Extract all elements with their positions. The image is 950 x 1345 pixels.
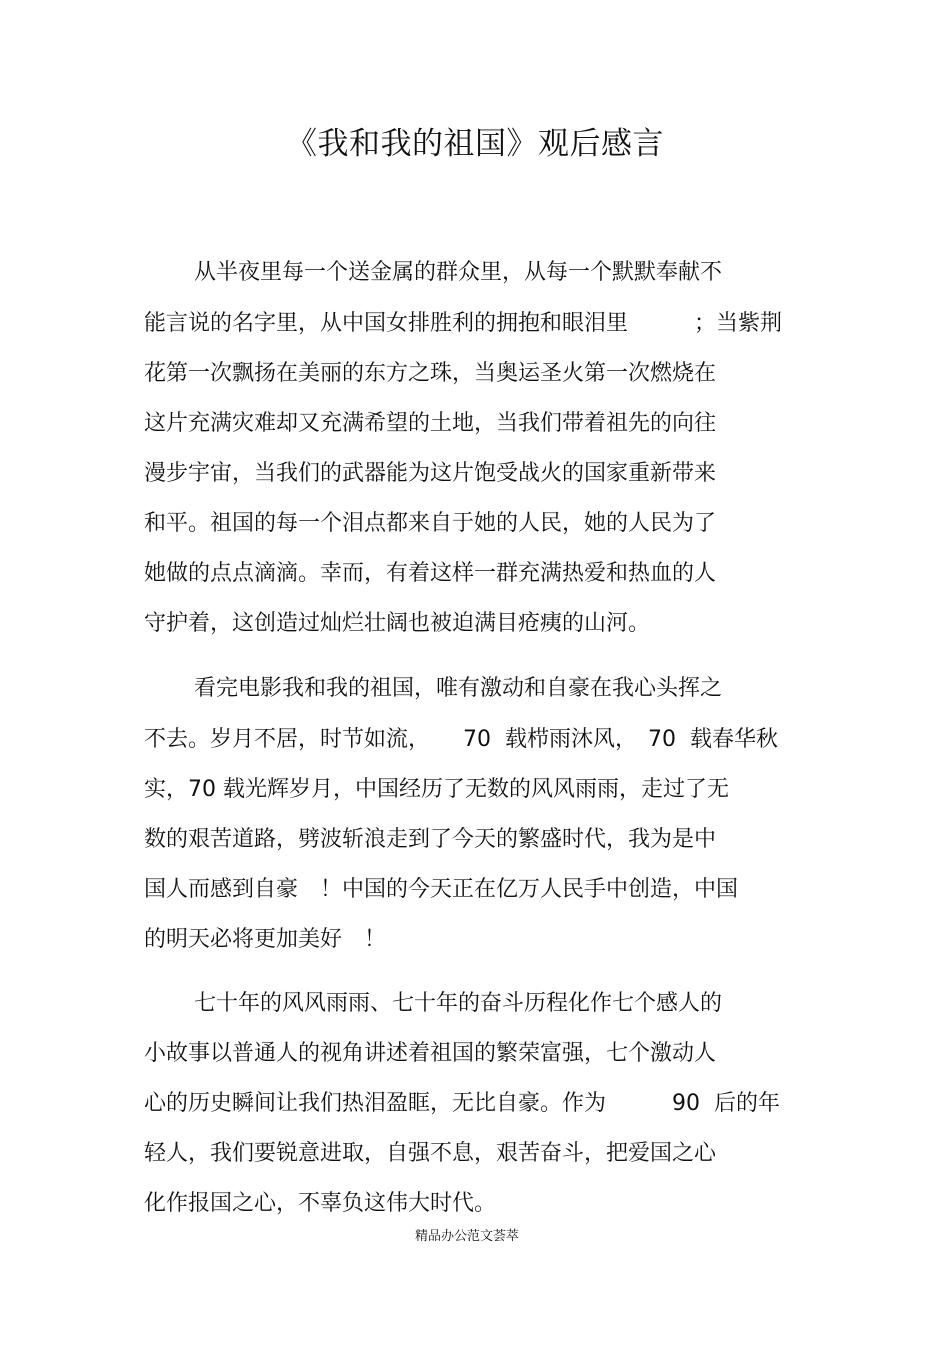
paragraph-3-line-2: 小故事以普通人的视角讲述着祖国的繁荣富强，七个激动人 [144, 1041, 717, 1066]
document-title: 《我和我的祖国》观后感言 [286, 126, 664, 162]
paragraph-1-line-8: 守护着，这创造过灿烂壮阔也被迫满目疮痍的山河。 [144, 611, 651, 636]
paragraph-3-line-4: 轻人，我们要锐意进取，自强不息，艰苦奋斗，把爱国之心 [144, 1141, 717, 1166]
paragraph-3-line-1: 七十年的风风雨雨、七十年的奋斗历程化作七个感人的 [194, 991, 723, 1016]
paragraph-1-line-4: 这片充满灾难却又充满希望的土地，当我们带着祖先的向往 [144, 411, 717, 436]
paragraph-1-line-1: 从半夜里每一个送金属的群众里，从每一个默默奉献不 [194, 260, 723, 285]
paragraph-2-line-4: 数的艰苦道路，劈波斩浪走到了今天的繁盛时代，我为是中 [144, 827, 717, 852]
paragraph-1-line-6: 和平。祖国的每一个泪点都来自于她的人民，她的人民为了 [144, 511, 717, 536]
paragraph-1-line-3: 花第一次飘扬在美丽的东方之珠，当奥运圣火第一次燃烧在 [144, 361, 717, 386]
paragraph-1-line-7: 她做的点点滴滴。幸而，有着这样一群充满热爱和热血的人 [144, 561, 717, 586]
paragraph-3-line-5: 化作报国之心，不辜负这伟大时代。 [144, 1191, 497, 1216]
paragraph-1-line-5: 漫步宇宙，当我们的武器能为这片饱受战火的国家重新带来 [144, 461, 717, 486]
page-footer: 精品办公范文荟萃 [414, 1229, 519, 1244]
paragraph-2-line-2: 不去。岁月不居，时节如流， 70 载栉雨沐风， 70 载春华秋 [144, 727, 778, 752]
paragraph-2-line-3: 实，70 载光辉岁月，中国经历了无数的风风雨雨，走过了无 [144, 777, 729, 802]
paragraph-3-line-3: 心的历史瞬间让我们热泪盈眶，无比自豪。作为 90 后的年 [144, 1091, 780, 1116]
paragraph-2-line-1: 看完电影我和我的祖国，唯有激动和自豪在我心头挥之 [194, 676, 723, 701]
paragraph-2-line-5: 国人而感到自豪 ！中国的今天正在亿万人民手中创造，中国 [144, 877, 739, 902]
paragraph-2-line-6: 的明天必将更加美好 ！ [144, 927, 387, 952]
paragraph-1-line-2: 能言说的名字里，从中国女排胜利的拥抱和眼泪里 ；当紫荆 [144, 311, 783, 336]
